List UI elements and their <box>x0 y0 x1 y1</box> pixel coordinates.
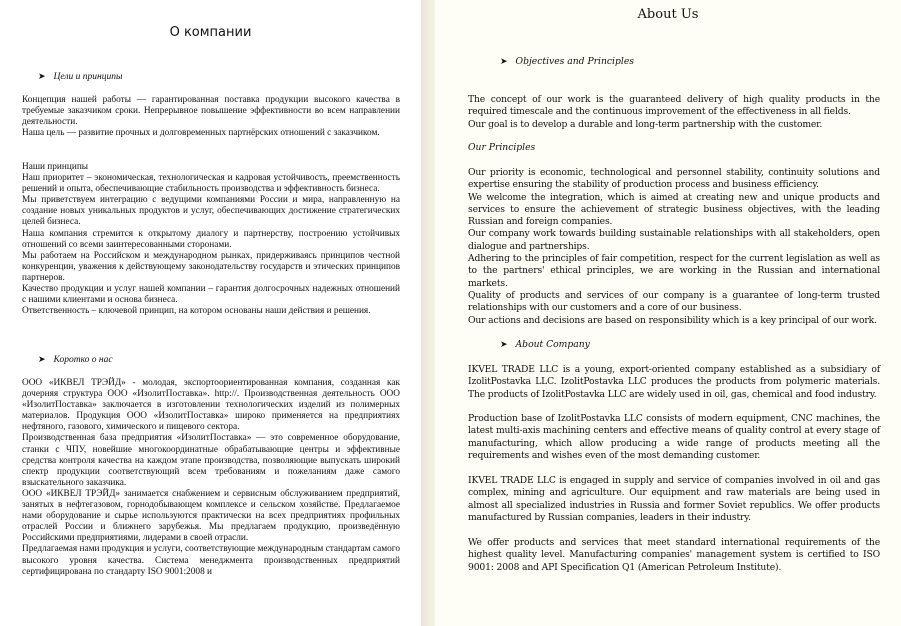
objectives-block <box>468 94 880 131</box>
principle-item: Наш приоритет – экономическая, технологическая и кадровая устойчивость, преемственность решений и опыта, обеспечивающие стабильность производства и эффективность бизнеса. <box>22 173 400 195</box>
section-heading-objectives <box>500 56 634 67</box>
principle-item: Мы приветствуем интеграцию с ведущими компаниями России и мира, направленную на создание новых уникальных продуктов и услуг, обеспечивающих достижение стратегических целей бизнеса. <box>22 195 400 228</box>
company-para-2 <box>468 413 880 462</box>
paragraph: Our goal is to develop a durable and long-term partnership with the customer. <box>468 118 823 130</box>
paragraph: IKVEL TRADE LLC is a young, export-oriented company established as a subsidiary of IzolitPostavka LLC. IzolitPostavka LLC produces the products from polymeric materials. The products of IzolitPostavka LLC are widely used in oil, gas, chemical and food industry. <box>468 364 880 400</box>
section-heading-label: Цели и принципы <box>53 72 123 82</box>
paragraph: Концепция нашей работы — гарантированная поставка продукции высокого качества в требуемые заказчиком сроки. Непрерывное повышение эффективности во всем направлении деятельности. <box>22 95 400 128</box>
principles-block <box>22 162 400 317</box>
paragraph: ООО «ИКВЕЛ ТРЭЙД» занимается снабжением и сервисным обслуживанием предприятий, занятых в нефтегазовом, горнодобывающем комплексе и сельском хозяйстве. Предлагаемое нами оборудование и сырье используются практически на всех предприятиях профильных отраслей России и ближнего зарубежья. Мы предлагаем продукцию, произведённую Российскими предприятиями, лидерами в своей отрасли. <box>22 488 400 544</box>
paragraph: Предлагаемая нами продукция и услуги, соответствующие международным стандартам самого высокого уровня качества. Система менеджмента производственных предприятий сертифицирована по стандарту ISO 9001:2008 и <box>22 544 400 577</box>
principle-item: Мы работаем на Российском и международном рынках, придерживаясь принципов честной конкуренции, уважения к действующему законодательству государств и этических принципов партнеров. <box>22 250 400 283</box>
principles-title: Наши принципы <box>22 162 89 172</box>
company-para-3 <box>468 475 880 524</box>
section-heading-goals <box>38 71 122 82</box>
principles-block <box>468 167 880 327</box>
principle-item: Ответственность – ключевой принцип, на котором основаны наши действия и решения. <box>22 306 371 317</box>
principle-item: Наша компания стремится к открытому диалогу и партнерству, построению устойчивых отношений со всеми заинтересованными сторонами. <box>22 228 400 250</box>
arrow-bullet-icon: ➤ <box>500 340 508 350</box>
arrow-bullet-icon: ➤ <box>38 354 46 364</box>
principle-item: We welcome the integration, which is aimed at creating new and unique products and services to ensure the achievement of strategic business objectives, with the leading Russian and foreign companies. <box>468 191 880 228</box>
section-heading-label: Коротко о нас <box>53 355 113 365</box>
paragraph: ООО «ИКВЕЛ ТРЭЙД» - молодая, экспортоориентированная компания, созданная как дочерняя структура ООО «ИзолитПоставка». http://. Производственная деятельность ООО «ИзолитПоставка» заключается в изготовлении технологических изделий из полимерных материалов. Продукция ООО «ИзолитПоставка» широко применяется на предприятиях нефтяного, газового, химического и пищевого сектора. <box>22 378 400 433</box>
paragraph: IKVEL TRADE LLC is engaged in supply and service of companies involved in oil and gas complex, mining and agriculture. Our equipment and raw materials are being used in almost all specialized industries in Russia and former Soviet republics. We offer products manufactured by Russian companies, leaders in their industry. <box>468 475 880 523</box>
principle-item: Our actions and decisions are based on responsibility which is a key principal of our work. <box>468 314 877 326</box>
arrow-bullet-icon: ➤ <box>38 71 46 81</box>
principle-item: Quality of products and services of our company is a guarantee of long-term trusted relationships with our customers and a core of our business. <box>468 289 880 314</box>
paragraph: Production base of IzolitPostavka LLC consists of modern equipment, CNC machines, the latest multi-axis machining centers and effective means of quality control at every stage of manufacturing, which allow producing a wide range of products meeting all the requirements and wishes even of the most demanding customer. <box>468 413 880 461</box>
right-page <box>435 0 901 626</box>
about-block <box>22 378 400 578</box>
principle-item: Our priority is economic, technological and personnel stability, continuity solutions and expertise ensuring the stability of production process and business efficiency. <box>468 167 880 191</box>
paragraph: Наша цель — развитие прочных и долговременных партнёрских отношений с заказчиком. <box>22 128 380 139</box>
paragraph: The concept of our work is the guaranteed delivery of high quality products in the required timescale and the continuous improvement of the effectiveness in all fields. <box>468 94 880 118</box>
paragraph: Производственная база предприятия «ИзолитПоставка» — это современное оборудование, станки с ЧПУ, новейшие многокоординатные обрабатывающие центры и эффективные средства контроля качества на каждом этапе производства, позволяющие выпускать широкий спектр продукции соответствующий всем требованиям и пожеланиям даже самого взыскательного заказчика. <box>22 433 400 488</box>
section-heading-label: About Company <box>515 339 590 350</box>
paragraph: We offer products and services that meet standard international requirements of the highest quality level. Manufacturing companies' management system is certified to ISO 9001: 2008 and API Specification Q1 (American Petroleum Institute). <box>468 537 880 573</box>
page-title: О компании <box>169 25 252 40</box>
principle-item: Качество продукции и услуг нашей компании – гарантия долгосрочных надежных отношений с нашими клиентами и основа бизнеса. <box>22 284 400 306</box>
company-para-4 <box>468 537 880 574</box>
principles-title: Our Principles <box>468 142 536 153</box>
principle-item: Our company work towards building sustainable relationships with all stakeholders, open dialogue and partnerships. <box>468 228 880 252</box>
arrow-bullet-icon: ➤ <box>500 57 508 67</box>
section-heading-about <box>38 354 113 365</box>
page-gutter <box>421 0 435 626</box>
company-para-1 <box>468 364 880 401</box>
page-title: About Us <box>637 7 699 22</box>
section-heading-label: Objectives and Principles <box>515 56 634 67</box>
principle-item: Adhering to the principles of fair competition, respect for the current legislation as well as to the partners' ethical principles, we are working in the Russian and international markets. <box>468 253 880 289</box>
goals-block <box>22 95 400 139</box>
section-heading-company <box>500 339 590 350</box>
left-page <box>0 0 421 626</box>
